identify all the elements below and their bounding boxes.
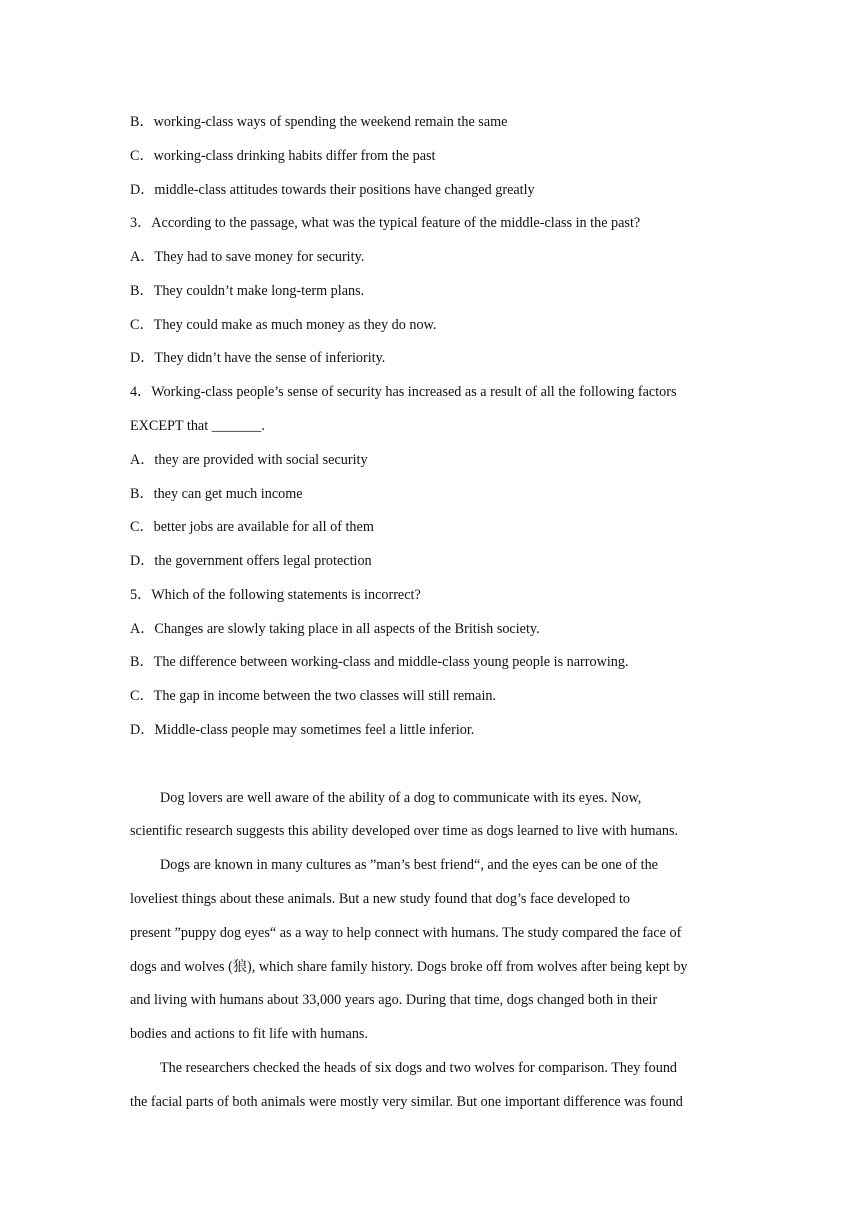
q4-option-a: A．they are provided with social security <box>130 452 368 468</box>
q3-stem: 3．According to the passage, what was the typical feature of the middle-class in the past? <box>130 215 641 231</box>
q4-option-b: B．they can get much income <box>130 486 303 502</box>
q4-stem-line-2: EXCEPT that _______. <box>130 418 265 434</box>
q4-option-c: C．better jobs are available for all of them <box>130 519 374 535</box>
q2-option-d: D．middle-class attitudes towards their positions have changed greatly <box>130 182 535 198</box>
q3-option-b: B．They couldn’t make long-term plans. <box>130 283 365 299</box>
q5-option-a: A．Changes are slowly taking place in all aspects of the British society. <box>130 621 540 637</box>
passage-p2-line-3: present ”puppy dog eyes“ as a way to help connect with humans. The study compared the face of <box>130 925 682 941</box>
q5-option-b: B．The difference between working-class and middle-class young people is narrowing. <box>130 654 629 670</box>
passage-p2-line-6: bodies and actions to fit life with humans. <box>130 1026 368 1042</box>
q3-option-a: A．They had to save money for security. <box>130 249 365 265</box>
passage-p2-line-5: and living with humans about 33,000 years ago. During that time, dogs changed both in their <box>130 992 658 1008</box>
q3-option-c: C．They could make as much money as they do now. <box>130 317 437 333</box>
passage-p2-line-4: dogs and wolves (狼), which share family history. Dogs broke off from wolves after being kept by <box>130 959 688 975</box>
passage-p3-line-1: The researchers checked the heads of six dogs and two wolves for comparison. They found <box>160 1060 678 1076</box>
q2-option-c: C．working-class drinking habits differ from the past <box>130 148 436 164</box>
passage-p1-line-2: scientific research suggests this ability developed over time as dogs learned to live with humans. <box>130 823 679 839</box>
passage-p2-line-2: loveliest things about these animals. But a new study found that dog’s face developed to <box>130 891 631 907</box>
q4-stem-line-1: 4．Working-class people’s sense of security has increased as a result of all the following factors <box>130 384 677 400</box>
q4-option-d: D．the government offers legal protection <box>130 553 372 569</box>
q5-option-d: D．Middle-class people may sometimes feel a little inferior. <box>130 722 475 738</box>
passage-p1-line-1: Dog lovers are well aware of the ability of a dog to communicate with its eyes. Now, <box>160 790 642 806</box>
q5-option-c: C．The gap in income between the two classes will still remain. <box>130 688 497 704</box>
q3-option-d: D．They didn’t have the sense of inferiority. <box>130 350 386 366</box>
passage-p3-line-2: the facial parts of both animals were mostly very similar. But one important difference was found <box>130 1094 683 1110</box>
q2-option-b: B．working-class ways of spending the weekend remain the same <box>130 114 508 130</box>
q5-stem: 5．Which of the following statements is incorrect? <box>130 587 421 603</box>
passage-p2-line-1: Dogs are known in many cultures as ”man’s best friend“, and the eyes can be one of the <box>160 857 658 873</box>
